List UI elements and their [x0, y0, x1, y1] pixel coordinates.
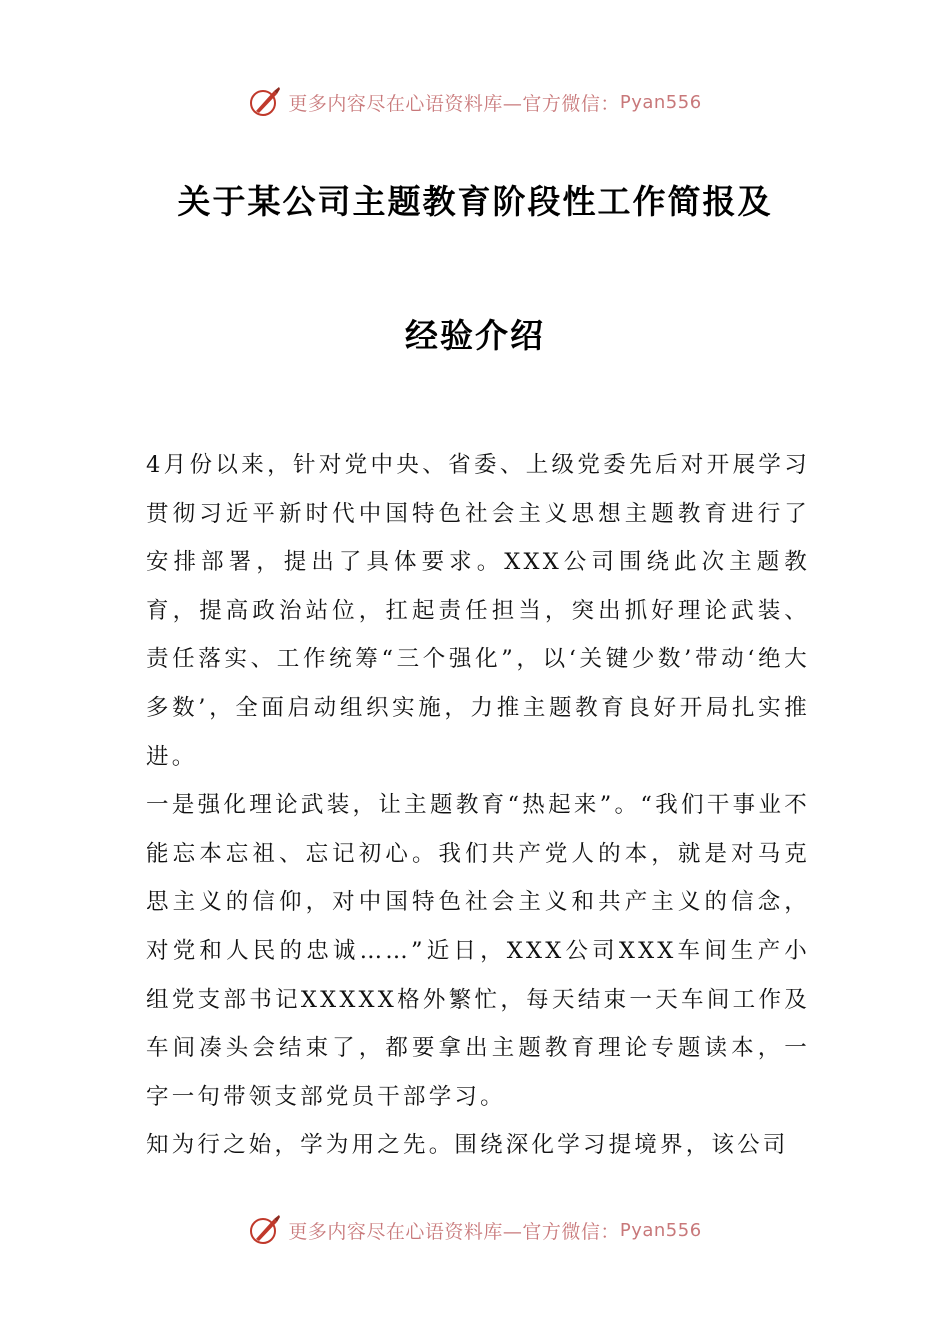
body-paragraph: 一是强化理论武装，让主题教育“热起来”。“我们干事业不能忘本忘祖、忘记初心。我们共产党人的本，就是对马克思主义的信仰，对中国特色社会主义和共产主义的信念，对党和人民的忠诚……”近日，XXX公司XXX车间生产小组党支部书记XXXXX格外繁忙，每天结束一天车间工作及车间凑头会结束了，都要拿出主题教育理论专题读本，一字一句带领支部党员干部学习。 [146, 792, 810, 1110]
header-banner-text: 更多内容尽在心语资料库—官方微信： [288, 92, 620, 115]
body-paragraph: 4月份以来，针对党中央、省委、上级党委先后对开展学习贯彻习近平新时代中国特色社会主义思想主题教育进行了安排部署，提出了具体要求。XXX公司围绕此次主题教育，提高政治站位，扛起责任担当，突出抓好理论武装、责任落实、工作统筹“三个强化”，以‘关键少数’带动‘绝大多数’，全面启动组织实施，力推主题教育良好开局扎实推进。 [146, 452, 810, 770]
body-paragraph: 知为行之始，学为用之先。围绕深化学习提境界，该公司 [146, 1132, 789, 1159]
document-title-line-1: 关于某公司主题教育阶段性工作简报及 [177, 182, 773, 221]
header-watermark-banner [0, 82, 950, 122]
document-title-line-2: 经验介绍 [405, 316, 545, 355]
footer-watermark-banner [0, 1210, 950, 1250]
quill-pen-logo-icon [248, 1213, 282, 1247]
document-body [146, 441, 810, 1170]
footer-banner-text: 更多内容尽在心语资料库—官方微信： [288, 1220, 620, 1243]
quill-pen-logo-icon [248, 85, 282, 119]
header-banner-handle: Pyan556 [619, 91, 702, 113]
footer-banner-handle: Pyan556 [619, 1219, 702, 1241]
